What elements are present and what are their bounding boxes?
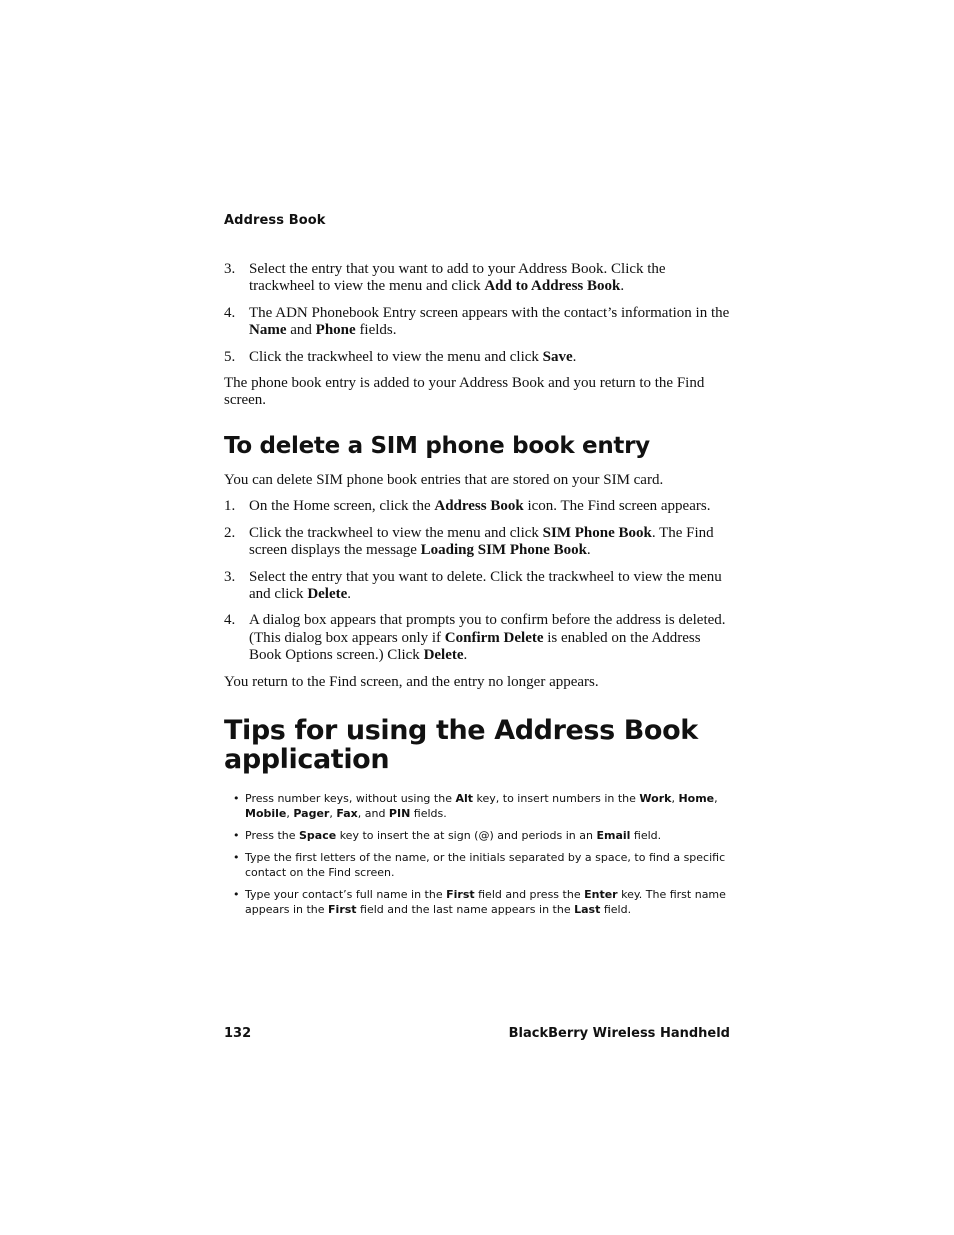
tips-section-heading: Tips for using the Address Book application (224, 715, 698, 775)
bullet-icon: • (233, 829, 240, 842)
list-item: 1. On the Home screen, click the Address Book icon. The Find screen appears. (224, 498, 711, 515)
delete-section-body (224, 472, 730, 691)
menu-item-name: Save (542, 348, 573, 365)
list-item: 5. Click the trackwheel to view the menu and click Save. (224, 348, 577, 365)
delete-result-paragraph: You return to the Find screen, and the entry no longer appears. (224, 673, 599, 690)
step-number: 5. (224, 348, 236, 365)
delete-steps-list (224, 498, 730, 664)
step-number: 4. (224, 304, 236, 321)
list-item: • Press the Space key to insert the at sign (@) and periods in an Email field. (233, 829, 662, 842)
delete-section-heading: To delete a SIM phone book entry (224, 433, 650, 459)
running-header: Address Book (224, 213, 326, 228)
step-number: 3. (224, 261, 236, 277)
list-item: 2. Click the trackwheel to view the menu and click SIM Phone Book. The Find screen displays the message Loading SIM Phone Book. (224, 524, 714, 559)
tips-list (233, 791, 733, 924)
step-number: 4. (224, 612, 236, 629)
menu-item-name: Delete (307, 586, 348, 603)
button-name: Delete (423, 647, 464, 664)
list-item: 4. A dialog box appears that prompts you to confirm before the address is deleted. (This dialog box appears only if Confirm Delete is enabled on the Address Book Options screen.) Click Delete. (224, 612, 726, 664)
footer-product-name: BlackBerry Wireless Handheld (508, 1026, 730, 1041)
step-number: 1. (224, 498, 236, 515)
icon-name: Address Book (434, 498, 524, 515)
delete-intro-paragraph: You can delete SIM phone book entries that are stored on your SIM card. (224, 472, 664, 488)
intro-steps-list (224, 261, 730, 366)
intro-block (224, 261, 730, 410)
menu-item-name: Add to Address Book (484, 278, 621, 295)
page-number: 132 (224, 1026, 252, 1041)
option-name: Confirm Delete (444, 629, 544, 646)
screen-message: Loading SIM Phone Book (420, 542, 587, 559)
list-item: • Type the first letters of the name, or the initials separated by a space, to find a specific contact on the Find screen. (233, 851, 726, 879)
list-item: • Type your contact’s full name in the First field and press the Enter key. The first name appears in the First field and the last name appears in the Last field. (233, 888, 726, 916)
list-item: 3. Select the entry that you want to delete. Click the trackwheel to view the menu and click Delete. (224, 568, 722, 603)
step-number: 2. (224, 524, 236, 541)
intro-result-paragraph: The phone book entry is added to your Address Book and you return to the Find screen. (224, 375, 705, 409)
step-number: 3. (224, 568, 236, 585)
list-item: 3. Select the entry that you want to add to your Address Book. Click the trackwheel to view the menu and click Add to Address Book. (224, 261, 666, 295)
list-item: • Press number keys, without using the Alt key, to insert numbers in the Work, Home, Mobile, Pager, Fax, and PIN fields. (233, 792, 718, 820)
bullet-icon: • (233, 851, 240, 864)
field-name: Phone (315, 322, 356, 339)
bullet-icon: • (233, 888, 240, 901)
field-name: Name (249, 322, 287, 339)
menu-item-name: SIM Phone Book (542, 524, 652, 541)
list-item: 4. The ADN Phonebook Entry screen appears with the contact’s information in the Name and Phone fields. (224, 304, 730, 339)
bullet-icon: • (233, 792, 240, 805)
